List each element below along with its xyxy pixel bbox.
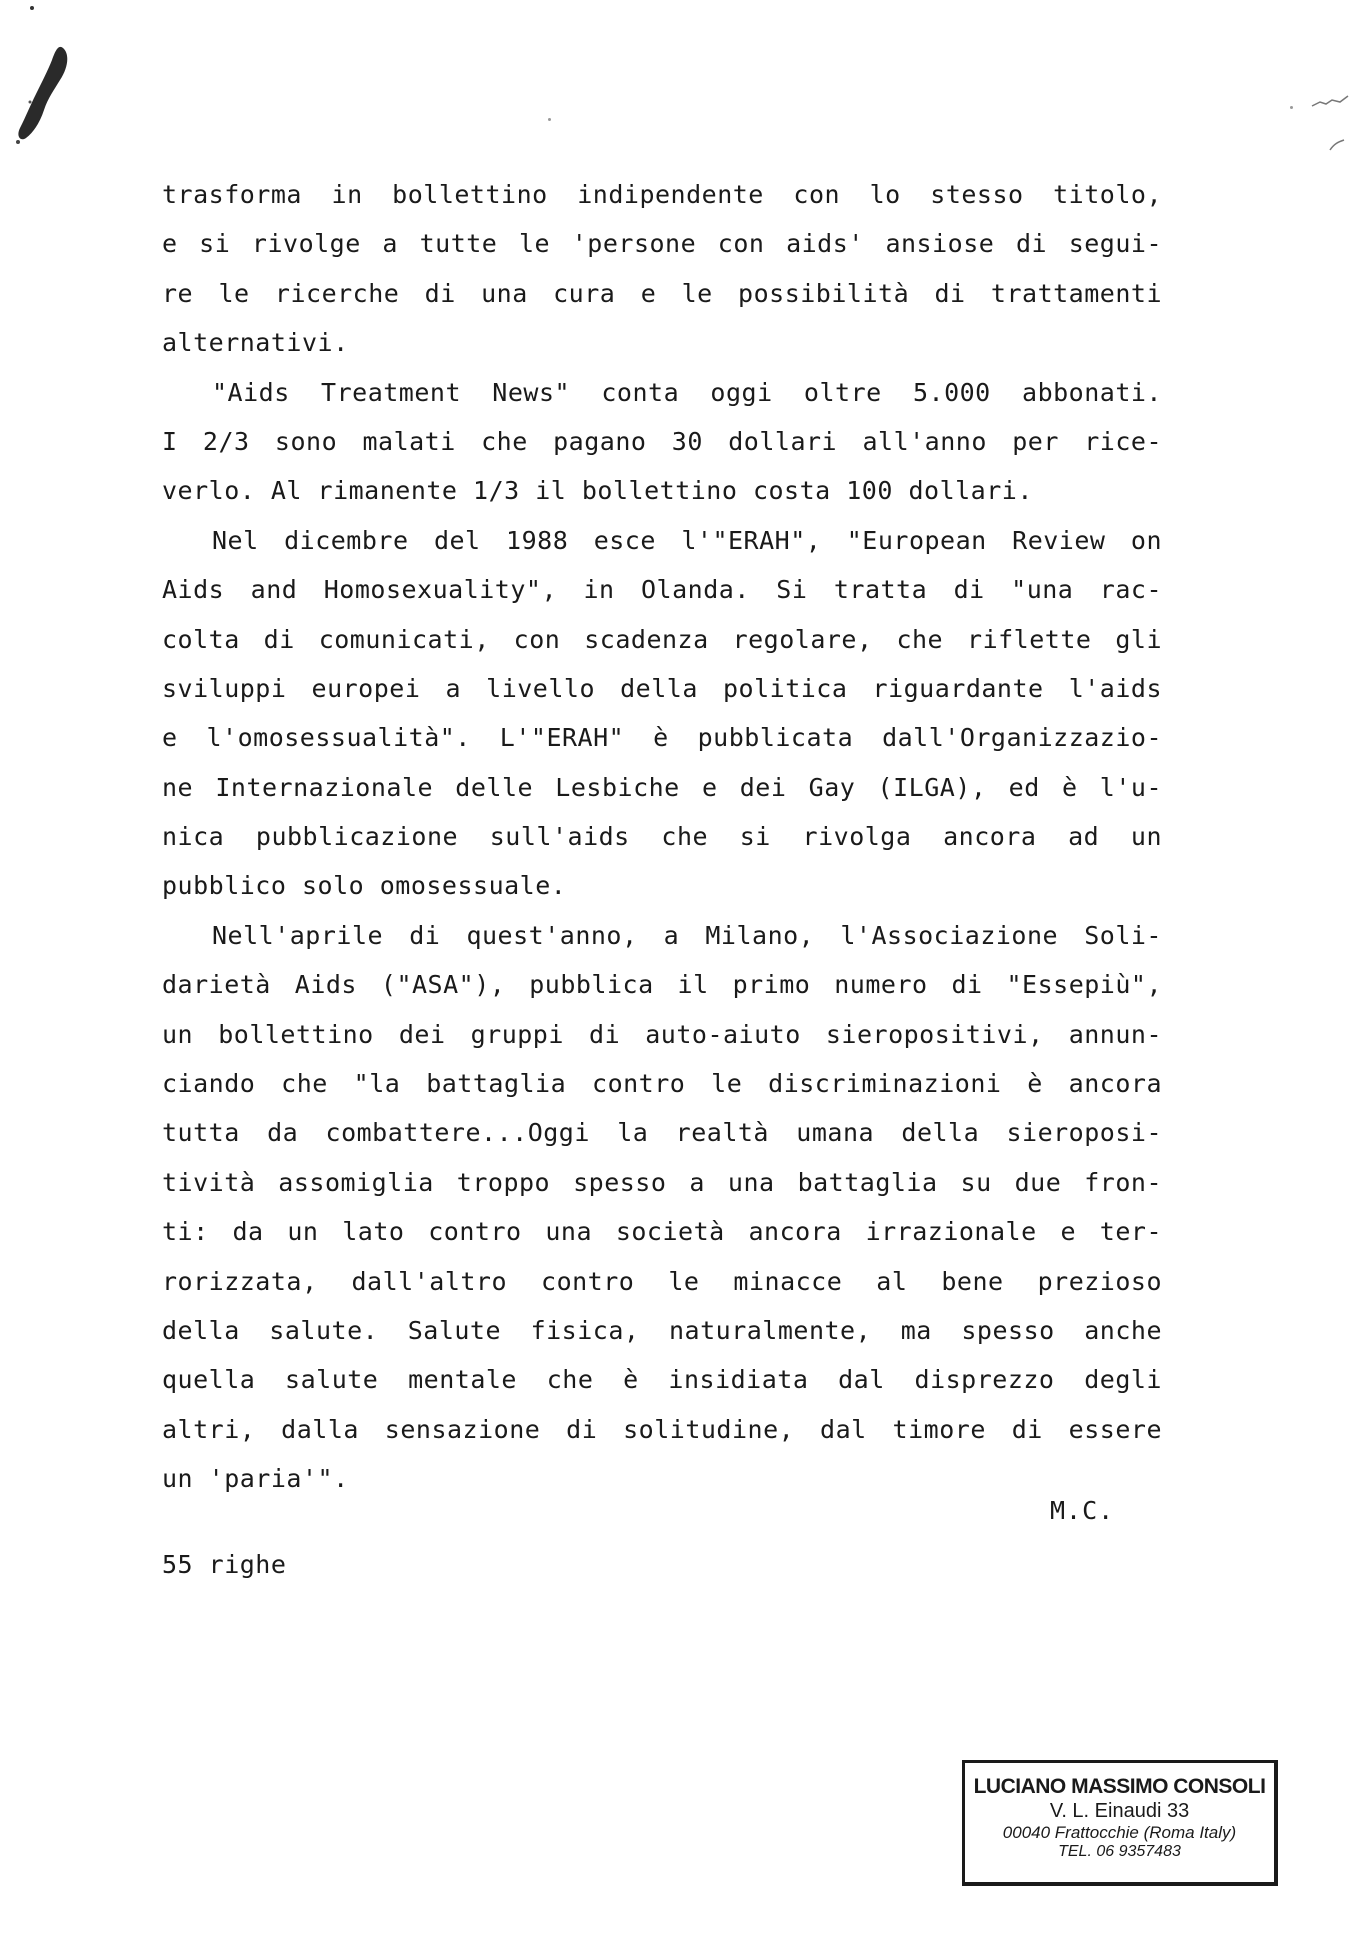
text-line: rorizzata, dall'altro contro le minacce al bene prezioso [162,1266,1162,1296]
speck [30,6,34,10]
stamp-city: 00040 Frattocchie (Roma Italy) [1002,1823,1237,1842]
text-line: pubblico solo omosessuale. [162,871,567,901]
text-line: darietà Aids ("ASA"), pubblica il primo numero di "Essepiù", [162,970,1162,1000]
speck [1290,106,1293,109]
text-line: quella salute mentale che è insidiata dal disprezzo degli [162,1365,1162,1395]
author-initials: M.C. [1050,1496,1115,1525]
text-line: nica pubblicazione sull'aids che si rivolga ancora ad un [162,822,1162,852]
text-line: ne Internazionale delle Lesbiche e dei Gay (ILGA), ed è l'u- [162,772,1162,802]
text-line: tività assomiglia troppo spesso a una battaglia su due fron- [162,1167,1162,1197]
text-line: altri, dalla sensazione di solitudine, dal timore di essere [162,1414,1162,1444]
text-line: Nel dicembre del 1988 esce l'"ERAH", "European Review on [212,525,1162,555]
text-line: Nell'aprile di quest'anno, a Milano, l'Associazione Soli- [212,920,1162,950]
text-line: "Aids Treatment News" conta oggi oltre 5.000 abbonati. [212,377,1162,407]
stamp-phone: TEL. 06 9357483 [1058,1843,1181,1860]
text-line: e l'omosessualità". L'"ERAH" è pubblicata dall'Organizzazio- [162,723,1162,753]
speck [548,118,551,121]
text-line: un bollettino dei gruppi di auto-aiuto sieropositivi, annun- [162,1019,1162,1049]
text-line: e si rivolge a tutte le 'persone con aids' ansiose di segui- [162,229,1162,259]
pen-mark-decoration [1310,92,1360,152]
line-count-note: 55 righe [162,1550,287,1579]
text-line: re le ricerche di una cura e le possibilità di trattamenti [162,278,1162,308]
address-stamp [962,1760,1278,1886]
ink-blot-decoration [8,40,78,145]
text-line: trasforma in bollettino indipendente con lo stesso titolo, [162,180,1162,209]
text-line: tutta da combattere...Oggi la realtà umana della sieroposi- [162,1118,1162,1148]
text-line: un 'paria'". [162,1464,349,1494]
body-text [162,170,1162,1504]
text-line: alternativi. [162,328,349,358]
text-line: sviluppi europei a livello della politica riguardante l'aids [162,673,1162,703]
text-line: verlo. Al rimanente 1/3 il bollettino costa 100 dollari. [162,476,1033,506]
text-line: colta di comunicati, con scadenza regolare, che riflette gli [162,624,1162,654]
stamp-name: LUCIANO MASSIMO CONSOLI [973,1775,1266,1798]
text-line: I 2/3 sono malati che pagano 30 dollari all'anno per rice- [162,426,1162,456]
text-line: Aids and Homosexuality", in Olanda. Si tratta di "una rac- [162,575,1162,605]
text-line: ti: da un lato contro una società ancora irrazionale e ter- [162,1217,1162,1247]
text-line: della salute. Salute fisica, naturalmente, ma spesso anche [162,1315,1162,1345]
stamp-address: V. L. Einaudi 33 [1049,1800,1190,1822]
text-line: ciando che "la battaglia contro le discriminazioni è ancora [162,1069,1162,1099]
